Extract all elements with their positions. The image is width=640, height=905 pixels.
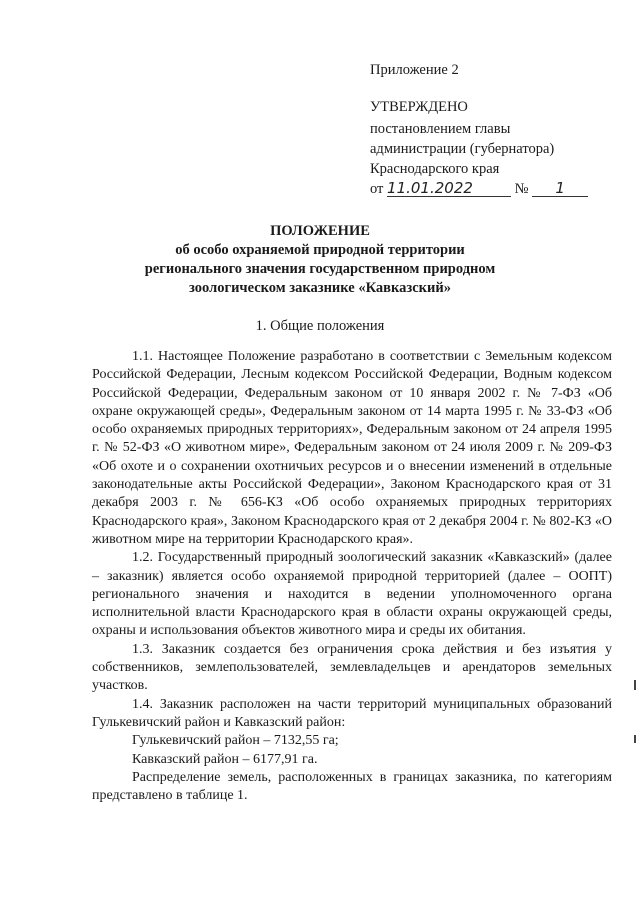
paragraph-1-2: 1.2. Государственный природный зоологический заказник «Кавказский» (далее – заказник) является особо охраняемой природной территорией (далее – ООПТ) регионального значения и находится в ведении уполномоченного органа исполнительной власти Краснодарского края в области охраны окружающей среды, охраны и использования объектов животного мира и среды их обитания. — [92, 550, 612, 639]
document-body — [92, 348, 612, 805]
approval-date-line — [370, 179, 588, 199]
approval-line-2: администрации (губернатора) — [370, 141, 555, 157]
paragraph-1-3: 1.3. Заказник создается без ограничения срока действия и без изъятия у собственников, землепользователей, землевладельцев и арендаторов земельных участков. — [92, 641, 612, 694]
approval-block — [370, 97, 588, 199]
title-line-3: регионального значения государственном природном — [144, 261, 496, 277]
district-gulkevichi: Гулькевичский район – 7132,55 га; — [132, 733, 339, 749]
approval-line-1: постановлением главы — [370, 121, 511, 137]
title-line-4: зоологическом заказнике «Кавказский» — [189, 280, 451, 296]
date-prefix: от — [370, 181, 384, 197]
title-line-1: ПОЛОЖЕНИЕ — [270, 223, 370, 239]
paragraph-1-4: 1.4. Заказник расположен на части территорий муниципальных образований Гулькевичский район и Кавказский район: — [92, 696, 612, 730]
title-line-2: об особо охраняемой природной территории — [175, 242, 465, 258]
appendix-label: Приложение 2 — [370, 62, 459, 78]
approval-line-3: Краснодарского края — [370, 161, 500, 177]
section-heading: 1. Общие положения — [255, 318, 385, 334]
paragraph-distribution: Распределение земель, расположенных в границах заказника, по категориям представлено в таблице 1. — [92, 769, 612, 804]
paragraph-1-1: 1.1. Настоящее Положение разработано в соответствии с Земельным кодексом Российской Федерации, Лесным кодексом Российской Федерации, Водным кодексом Российской Федерации, Федеральным законом от 10 января 2002 г. № 7-ФЗ «Об охране окружающей среды», Федеральным законом от 14 марта 1995 г. № 33-ФЗ «Об особо охраняемых природных территориях», Федеральным законом от 24 апреля 1995 г. № 52-ФЗ «О животном мире», Федеральным законом от 24 июля 2009 г. № 209-ФЗ «Об охоте и о сохранении охотничьих ресурсов и о внесении изменений в отдельные законодательные акты Российской Федерации», Законом Краснодарского края от 31 декабря 2003 г. № 656-КЗ «Об особо охраняемых природных территориях Краснодарского края», Законом Краснодарского края от 2 декабря 2004 г. № 802-КЗ «О животном мире на территории Краснодарского края». — [92, 349, 612, 547]
scan-mark — [634, 735, 636, 743]
handwritten-number: 1 — [532, 181, 588, 197]
district-kavkazsky: Кавказский район – 6177,91 га. — [132, 751, 318, 767]
handwritten-date: 11.01.2022 — [387, 181, 511, 197]
number-sign: № — [514, 181, 529, 197]
approval-heading: УТВЕРЖДЕНО — [370, 99, 468, 115]
scan-mark — [634, 680, 636, 690]
document-title — [0, 222, 640, 298]
